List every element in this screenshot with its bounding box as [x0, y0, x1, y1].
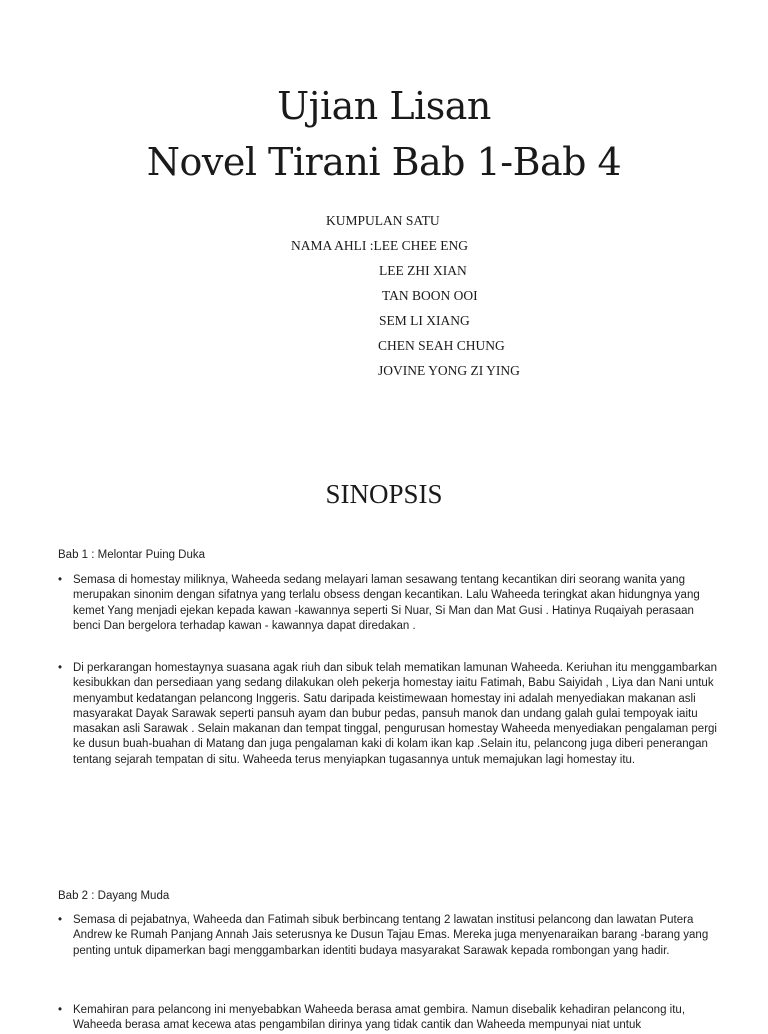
bullet-item	[58, 1003, 718, 1034]
member-name: LEE ZHI XIAN	[379, 263, 467, 278]
title-line-1: Ujian Lisan	[277, 84, 491, 128]
page-title	[0, 78, 768, 190]
bullet-text: Kemahiran para pelancong ini menyebabkan Waheeda berasa amat gembira. Namun disebalik kehadiran pelancong itu, Waheeda berasa amat kecewa atas pengambilan dirinya yang tidak cantik dan Waheeda mempunyai niat untuk	[73, 1004, 686, 1032]
chapter-title: Bab 2 : Dayang Muda	[58, 890, 170, 902]
member-name: CHEN SEAH CHUNG	[378, 338, 505, 353]
member-name: SEM LI XIANG	[379, 313, 470, 328]
title-line-2: Novel Tirani Bab 1-Bab 4	[146, 140, 622, 184]
bullet-icon: •	[58, 914, 63, 926]
bullet-item	[58, 913, 718, 959]
member-name: TAN BOON OOI	[382, 288, 478, 303]
bullet-item	[58, 661, 718, 768]
bullet-text: Di perkarangan homestaynya suasana agak riuh dan sibuk telah mematikan lamunan Waheeda. Keriuhan itu menggambarkan kesibukkan dan persediaan yang sedang dilakukan oleh pekerja homestay iaitu Fatimah, Babu Saiyidah , Liya dan Nani untuk menyambut kedatangan pelancong Inggeris. Satu daripada keistimewaan homestay ini adalah menyediakan makanan asli masyarakat Dayak Sarawak seperti pansuh ayam dan bubur pedas, pansuh manok dan undang galah gulai tempoyak iaitu masakan asli Sarawak . Selain makanan dan tempat tinggal, pengurusan homestay Waheeda menyediakan pengalaman pergi ke dusun buah-buahan di Matang dan juga pengalaman kaki di kolam ikan kap .Selain itu, pelancong juga diberi penerangan tentang sejarah tempatan di situ. Waheeda terus menyiapkan tugasannya untuk memajukan lagi homestay itu.	[73, 662, 717, 766]
bullet-icon: •	[58, 662, 63, 674]
bullet-text: Semasa di homestay miliknya, Waheeda sedang melayari laman sesawang tentang kecantikan diri seorang wanita yang merupakan sinonim dengan sifatnya yang terlalu obsess dengan kecantikan. Lalu Waheeda teringkat akan hidungnya yang kemet Yang menjadi ejekan kepada kawan -kawannya seperti Si Nuar, Si Man dan Mat Gusi . Hatinya Ruqaiyah perasaan benci Dan bergelora terhadap kawan - kawannya dapat diredakan .	[73, 574, 700, 632]
bullet-icon: •	[58, 1004, 63, 1016]
chapter-title: Bab 1 : Melontar Puing Duka	[58, 549, 206, 561]
bullet-item	[58, 573, 718, 634]
group-name: KUMPULAN SATU	[326, 213, 440, 228]
members-label: NAMA AHLI :LEE CHEE ENG	[291, 238, 468, 253]
section-title: SINOPSIS	[325, 479, 443, 509]
member-name: JOVINE YONG ZI YING	[378, 363, 520, 378]
bullet-icon: •	[58, 574, 63, 586]
bullet-text: Semasa di pejabatnya, Waheeda dan Fatimah sibuk berbincang tentang 2 lawatan institusi pelancong dan lawatan Putera Andrew ke Rumah Panjang Annah Jais seterusnya ke Dusun Tajau Emas. Mereka juga menyenaraikan barang -barang yang penting untuk dipamerkan bagi menggambarkan identiti budaya masyarakat Sarawak kepada rombongan yang hadir.	[73, 914, 709, 957]
